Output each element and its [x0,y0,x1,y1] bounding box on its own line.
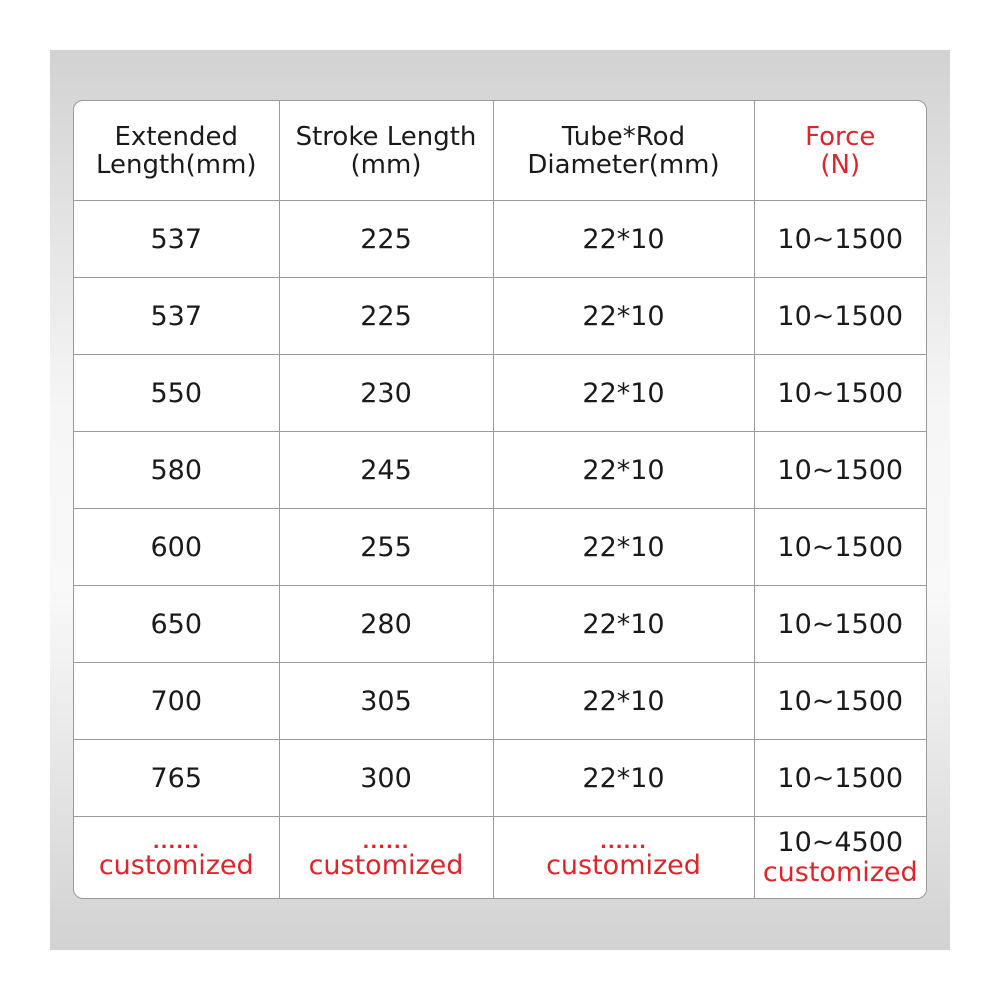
header-text: Diameter(mm) [527,149,720,180]
cell-stroke-length: 245 [279,432,493,509]
header-row [74,101,926,201]
customized-row [74,817,926,900]
header-text: (N) [820,149,861,180]
header-text: Tube*Rod [561,121,686,152]
force-range-custom: 10~4500 [777,827,904,858]
cell-force: 10~1500 [754,355,926,432]
spec-table-card [73,100,927,899]
table-row [74,509,926,586]
table-row [74,586,926,663]
cell-diameter: 22*10 [493,509,754,586]
cell-stroke-length: 225 [279,278,493,355]
cell-extended-length: 550 [74,355,279,432]
spec-table [74,101,926,899]
cell-diameter-custom [493,817,754,900]
cell-force-custom [754,817,926,900]
cell-stroke-length: 280 [279,586,493,663]
header-tube-rod-diameter [493,101,754,201]
cell-extended-length: 700 [74,663,279,740]
cell-extended-length: 580 [74,432,279,509]
cell-force: 10~1500 [754,586,926,663]
cell-stroke-length: 255 [279,509,493,586]
header-extended-length [74,101,279,201]
ellipsis-dots: ...... [152,832,200,853]
cell-force: 10~1500 [754,201,926,278]
cell-force: 10~1500 [754,432,926,509]
header-force [754,101,926,201]
header-text: Length(mm) [95,149,257,180]
cell-diameter: 22*10 [493,355,754,432]
cell-stroke-length: 305 [279,663,493,740]
cell-stroke-length-custom [279,817,493,900]
ellipsis-dots: ...... [599,832,648,853]
cell-force: 10~1500 [754,509,926,586]
cell-diameter: 22*10 [493,278,754,355]
table-row [74,355,926,432]
cell-force: 10~1500 [754,740,926,817]
cell-diameter: 22*10 [493,740,754,817]
table-row [74,663,926,740]
cell-diameter: 22*10 [493,201,754,278]
table-row [74,740,926,817]
header-text: (mm) [350,149,422,180]
cell-diameter: 22*10 [493,663,754,740]
table-row [74,278,926,355]
customized-label: customized [762,857,918,888]
header-text: Extended [114,121,238,152]
cell-stroke-length: 225 [279,201,493,278]
cell-stroke-length: 300 [279,740,493,817]
cell-stroke-length: 230 [279,355,493,432]
cell-extended-length: 600 [74,509,279,586]
cell-force: 10~1500 [754,663,926,740]
customized-label: customized [308,850,464,881]
table-row [74,432,926,509]
ellipsis-dots: ...... [362,832,410,853]
cell-extended-length: 537 [74,278,279,355]
cell-extended-length-custom [74,817,279,900]
header-text: Force [805,121,876,152]
header-stroke-length [279,101,493,201]
cell-diameter: 22*10 [493,586,754,663]
customized-label: customized [98,850,254,881]
cell-extended-length: 537 [74,201,279,278]
header-text: Stroke Length [295,121,477,152]
cell-diameter: 22*10 [493,432,754,509]
cell-extended-length: 765 [74,740,279,817]
table-row [74,201,926,278]
cell-force: 10~1500 [754,278,926,355]
cell-extended-length: 650 [74,586,279,663]
customized-label: customized [546,850,701,881]
